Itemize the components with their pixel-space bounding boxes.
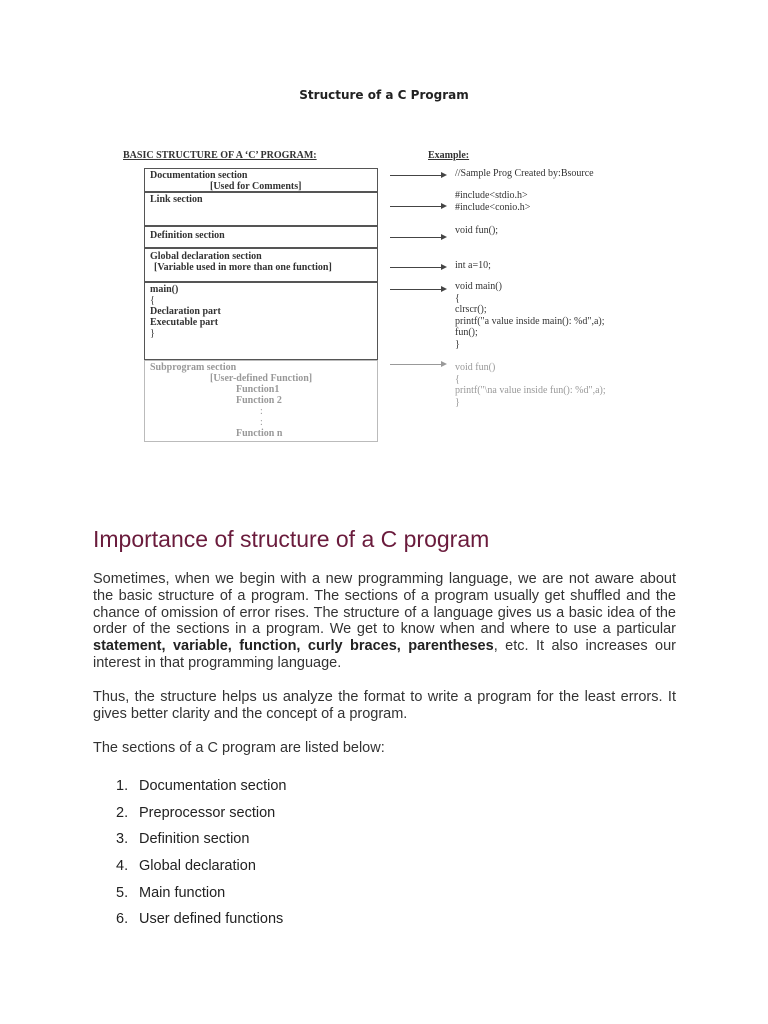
documentation-box (144, 168, 378, 192)
list-number: 6. (116, 911, 129, 928)
list-number: 1. (116, 778, 129, 794)
diagram-left-heading: BASIC STRUCTURE OF A ‘C’ PROGRAM: (123, 150, 317, 161)
list-text: User defined functions (139, 911, 284, 928)
documentation-label: Documentation section (150, 170, 248, 181)
code-prototype: void fun(); (455, 225, 499, 236)
function-n: Function n (236, 428, 283, 439)
list-item (116, 805, 287, 832)
arrow-global (390, 267, 442, 268)
list-text: Global declaration (139, 858, 256, 875)
list-number: 3. (116, 831, 129, 848)
arrow-subprogram (390, 364, 442, 365)
structure-diagram (120, 148, 660, 448)
paragraph-intro-end: , etc. It also increases our interest in that programming language. (93, 638, 676, 671)
list-item (116, 858, 287, 885)
definition-box (144, 226, 378, 248)
list-number: 5. (116, 884, 129, 901)
global-note: [Variable used in more than one function] (154, 262, 332, 273)
global-label: Global declaration section (150, 251, 262, 262)
list-text: Preprocessor section (139, 804, 276, 821)
function-2: Function 2 (236, 395, 282, 406)
subprogram-box (144, 360, 378, 442)
code-fun: void fun() { printf("\na value inside fun(): %d",a); } (455, 362, 606, 408)
arrow-documentation (390, 175, 442, 176)
list-number: 4. (116, 858, 129, 875)
main-label: main() (150, 284, 179, 295)
main-close-brace: } (150, 328, 155, 339)
list-item (116, 885, 287, 912)
diagram-right-heading: Example: (428, 150, 470, 161)
paragraph-list-intro: The sections of a C program are listed below: (93, 740, 385, 756)
definition-label: Definition section (150, 230, 225, 241)
subprogram-label: Subprogram section (150, 362, 237, 373)
paragraph-intro-start: Sometimes, when we begin with a new programming language, we are not aware about the basic structure of a program. The sections of a program usually get shuffled and the chance of omission of error rises. The structure of a language gives us a basic idea of the order of the sections in a program. We get to know when and where to use a particular (93, 571, 676, 638)
list-item (116, 911, 287, 938)
list-text: Documentation section (139, 778, 287, 794)
code-global: int a=10; (455, 260, 491, 271)
paragraph-thus: Thus, the structure helps us analyze the format to write a program for the least errors. It gives better clarity and the concept of a program. (93, 689, 676, 722)
ellipsis-2: : (260, 417, 263, 428)
sections-list (116, 778, 287, 938)
list-text: Main function (139, 884, 226, 901)
link-label: Link section (150, 194, 203, 205)
section-heading: Importance of structure of a C program (93, 526, 490, 552)
main-executable: Executable part (150, 317, 219, 328)
paragraph-intro (93, 571, 676, 672)
arrow-main (390, 289, 442, 290)
list-item (116, 778, 287, 805)
list-item (116, 831, 287, 858)
list-text: Definition section (139, 831, 250, 848)
main-box (144, 282, 378, 360)
page-title: Structure of a C Program (299, 88, 469, 102)
paragraph-intro-bold: statement, variable, function, curly braces, parentheses (93, 638, 494, 655)
main-declaration: Declaration part (150, 306, 221, 317)
code-comment: //Sample Prog Created by:Bsource (455, 168, 594, 179)
code-includes: #include<stdio.h> #include<conio.h> (455, 190, 531, 213)
arrow-definition (390, 237, 442, 238)
global-box (144, 248, 378, 282)
documentation-note: [Used for Comments] (210, 181, 302, 192)
arrow-link (390, 206, 442, 207)
function-1: Function1 (236, 384, 280, 395)
link-box (144, 192, 378, 226)
subprogram-note: [User-defined Function] (210, 373, 313, 384)
ellipsis-1: : (260, 406, 263, 417)
list-number: 2. (116, 804, 129, 821)
code-main: void main() { clrscr(); printf("a value inside main(): %d",a); fun(); } (455, 281, 605, 350)
main-open-brace: { (150, 295, 155, 306)
